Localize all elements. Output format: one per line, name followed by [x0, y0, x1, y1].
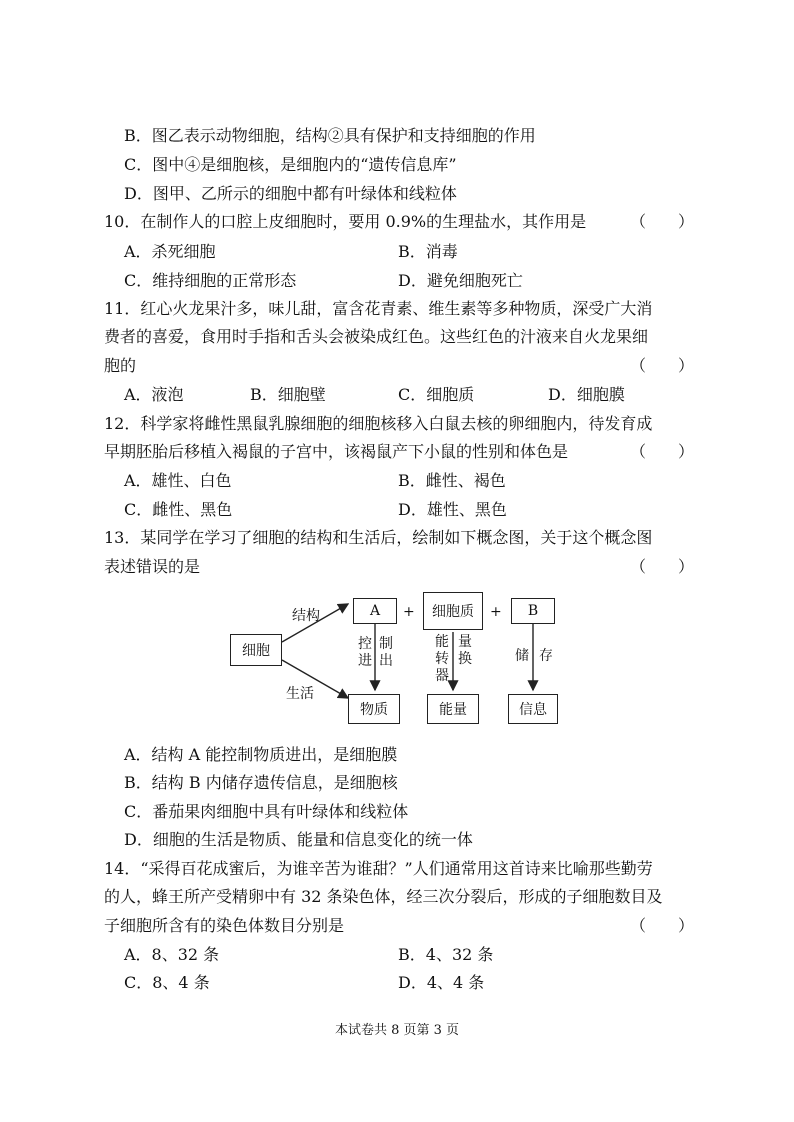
box-a: A	[353, 598, 397, 624]
q14-stem-line2: 的人，蜂王所产受精卵中有 32 条染色体，经三次分裂后，形成的子细胞数目及	[104, 887, 663, 906]
q12-option-b: B．雌性、褐色	[398, 471, 506, 490]
q10-stem: 10．在制作人的口腔上皮细胞时，要用 0.9%的生理盐水，其作用是	[104, 212, 587, 231]
q10-option-d: D．避免细胞死亡	[398, 271, 523, 290]
q14-option-b: B．4、32 条	[398, 945, 494, 964]
label-control-col2: 制出	[379, 636, 393, 669]
label-control-col1: 控进	[358, 636, 372, 669]
q11-stem-line3: 胞的	[104, 356, 137, 375]
q14-answer-paren: （ ）	[630, 916, 695, 935]
q14-stem-line3: 子细胞所含有的染色体数目分别是	[104, 916, 345, 935]
q10-option-b: B．消毒	[398, 242, 458, 261]
q14-option-c: C．8、4 条	[124, 973, 210, 992]
q13-option-c: C．番茄果肉细胞中具有叶绿体和线粒体	[124, 802, 409, 821]
box-b: B	[511, 598, 555, 624]
q14-stem-line1: 14．“采得百花成蜜后，为谁辛苦为谁甜？”人们通常用这首诗来比喻那些勤劳	[104, 859, 653, 878]
q14-option-d: D．4、4 条	[398, 973, 485, 992]
q9-option-b: B．图乙表示动物细胞，结构②具有保护和支持细胞的作用	[124, 126, 536, 145]
q13-stem-line2: 表述错误的是	[104, 557, 201, 576]
box-matter: 物质	[348, 694, 400, 724]
label-energy-col2: 量换	[458, 634, 472, 667]
q9-option-c: C．图中④是细胞核，是细胞内的“遗传信息库”	[124, 155, 457, 174]
label-store-col2: 存	[539, 648, 553, 664]
q11-answer-paren: （ ）	[630, 356, 695, 375]
q10-option-c: C．维持细胞的正常形态	[124, 271, 297, 290]
page-footer: 本试卷共 8 页第 3 页	[334, 1023, 460, 1038]
q10-answer-paren: （ ）	[630, 212, 695, 231]
box-cytoplasm: 细胞质	[423, 592, 483, 630]
q12-option-a: A．雄性、白色	[124, 471, 232, 490]
q12-answer-paren: （ ）	[630, 442, 695, 461]
q11-option-d: D．细胞膜	[548, 385, 625, 404]
label-energy-col1: 能转器	[435, 634, 449, 684]
q13-stem-line1: 13．某同学在学习了细胞的结构和生活后，绘制如下概念图，关于这个概念图	[104, 528, 653, 547]
q12-option-c: C．雌性、黑色	[124, 500, 233, 519]
q9-option-d: D．图甲、乙所示的细胞中都有叶绿体和线粒体	[124, 184, 457, 203]
concept-diagram	[220, 590, 580, 740]
q13-option-b: B．结构 B 内储存遗传信息，是细胞核	[124, 773, 398, 792]
q12-stem-line2: 早期胚胎后移植入褐鼠的子宫中，该褐鼠产下小鼠的性别和体色是	[104, 442, 569, 461]
box-energy: 能量	[427, 694, 479, 724]
q11-stem-line1: 11．红心火龙果汁多，味儿甜，富含花青素、维生素等多种物质，深受广大消	[104, 299, 653, 318]
q13-option-a: A．结构 A 能控制物质进出，是细胞膜	[124, 745, 398, 764]
q11-stem-line2: 费者的喜爱，食用时手指和舌头会被染成红色。这些红色的汁液来自火龙果细	[104, 327, 649, 346]
q11-option-a: A．液泡	[124, 385, 184, 404]
q13-answer-paren: （ ）	[630, 557, 695, 576]
label-structure: 结构	[292, 608, 320, 624]
plus-sign-1: +	[403, 604, 415, 620]
q11-option-c: C．细胞质	[398, 385, 475, 404]
box-info: 信息	[508, 694, 558, 724]
q11-option-b: B．细胞壁	[250, 385, 326, 404]
box-cell: 细胞	[230, 634, 282, 666]
q13-option-d: D．细胞的生活是物质、能量和信息变化的统一体	[124, 830, 473, 849]
q12-stem-line1: 12．科学家将雌性黑鼠乳腺细胞的细胞核移入白鼠去核的卵细胞内，待发育成	[104, 414, 653, 433]
q12-option-d: D．雄性、黑色	[398, 500, 507, 519]
label-store-col1: 储	[515, 648, 529, 664]
label-life: 生活	[286, 686, 314, 702]
plus-sign-2: +	[490, 604, 502, 620]
q14-option-a: A．8、32 条	[124, 945, 220, 964]
q10-option-a: A．杀死细胞	[124, 242, 216, 261]
